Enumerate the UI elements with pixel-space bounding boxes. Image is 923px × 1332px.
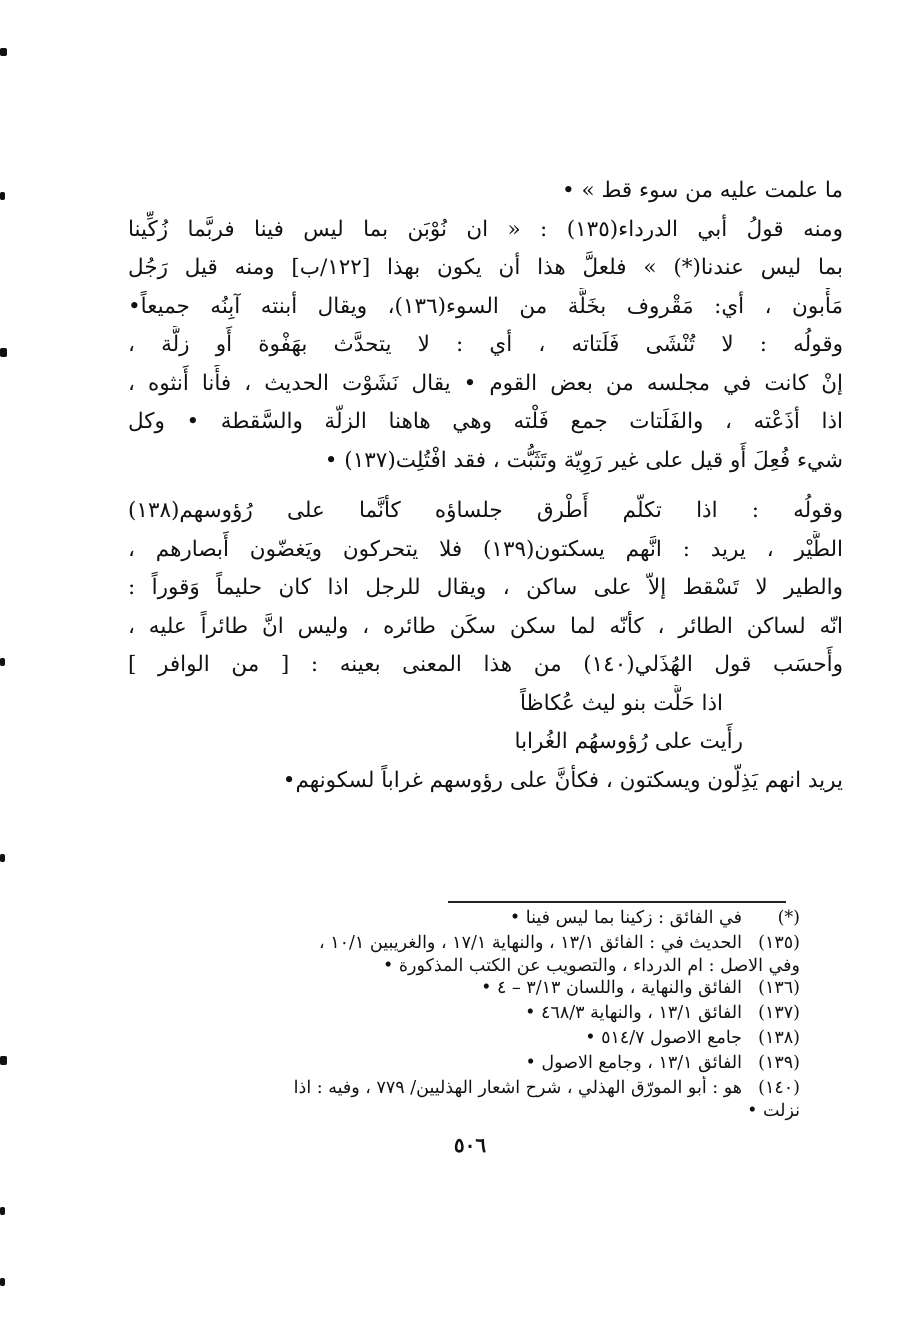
footnote-continuation: وفي الاصل : ام الدرداء ، والتصويب عن الكتب المذكورة • bbox=[382, 956, 800, 976]
footnote bbox=[130, 1076, 800, 1101]
text-line: ومنه قولُ أبي الدرداء(١٣٥) : « ان نُوْبَن بما ليس فينا فربَّما زُكِّينا bbox=[128, 216, 843, 242]
footnote-number: (١٣٥) bbox=[758, 933, 800, 953]
text-line: اذا أذَعْته ، والفَلَتات جمع فَلْته وهي هاهنا الزلّة والسَّقطة • وكل bbox=[128, 409, 843, 434]
margin-mark bbox=[0, 1207, 5, 1215]
footnote-text: الفائق ١٣/١ ، وجامع الاصول • bbox=[525, 1053, 742, 1073]
footnote bbox=[130, 906, 800, 931]
footnote-continuation: نزلت • bbox=[747, 1101, 800, 1121]
text-line: مَأْبون ، أي: مَقْروف بخَلَّة من السوء(١٣٦)، ويقال أبنته آبِنُه جميعاً• bbox=[128, 293, 843, 319]
main-text bbox=[128, 172, 843, 800]
footnote bbox=[130, 1051, 800, 1076]
text-line: ما علمت عليه من سوء قط » • bbox=[562, 178, 843, 203]
footnote-divider bbox=[448, 901, 786, 903]
footnote-number: (١٣٧) bbox=[758, 1003, 800, 1023]
text-line: شيء فُعِلَ أَو قيل على غير رَوِيّة وتَثَبُّت ، فقد افْتُلِت(١٣٧) • bbox=[324, 447, 843, 473]
footnote-text: الفائق ١٣/١ ، والنهاية ٤٦٨/٣ • bbox=[525, 1003, 742, 1023]
footnote bbox=[130, 931, 800, 956]
footnote-number: (١٣٩) bbox=[758, 1053, 800, 1073]
footnote-text: جامع الاصول ٥١٤/٧ • bbox=[585, 1028, 742, 1048]
verse-line: رأَيت على رُؤوسهُم الغُرابا bbox=[514, 729, 743, 754]
margin-mark bbox=[0, 854, 5, 862]
verse-line: اذا حَلَّت بنو ليث عُكاظاً bbox=[519, 690, 723, 716]
footnote-number: (١٣٦) bbox=[758, 978, 800, 998]
text-line: بما ليس عندنا(*) » فلعلَّ هذا أن يكون بهذا [١٢٢/ب] ومنه قيل رَجُل bbox=[128, 255, 843, 280]
footnote bbox=[130, 1001, 800, 1026]
footnotes bbox=[130, 906, 800, 1121]
footnote-text: في الفائق : زكينا بما ليس فينا • bbox=[509, 908, 742, 928]
text-line: الطَّيْر ، يريد : انَّهم يسكتون(١٣٩) فلا يتحركون ويَغضّون أَبصارهم ، bbox=[128, 536, 843, 562]
footnote-text: الفائق والنهاية ، واللسان ٣/١٣ – ٤ • bbox=[481, 978, 742, 998]
margin-mark bbox=[0, 192, 5, 200]
text-line: انّه لساكن الطائر ، كأنّه لما سكن سكَن طائره ، وليس انَّ طائراً عليه ، bbox=[128, 613, 843, 639]
footnote-number: (*) bbox=[777, 908, 800, 928]
page-number: ٥٠٦ bbox=[453, 1133, 487, 1157]
margin-mark bbox=[0, 48, 7, 56]
text-line: وأَحسَب قول الهُذَلي(١٤٠) من هذا المعنى بعينه : [ من الوافر ] bbox=[128, 652, 843, 677]
text-line: يريد انهم يَذِلّون ويسكتون ، فكأنَّ على رؤوسهم غراباً لسكونهم• bbox=[282, 767, 843, 793]
footnote-text: الحديث في : الفائق ١٣/١ ، والنهاية ١٧/١ ، والغريبين ١٠/١ ، bbox=[319, 933, 742, 953]
text-line: إنْ كانت في مجلسه من بعض القوم • يقال نَشَوْت الحديث ، فأَنا أَنثوه ، bbox=[128, 370, 843, 396]
margin-mark bbox=[0, 658, 5, 666]
footnote-text: هو : أبو المورّق الهذلي ، شرح اشعار الهذليين/ ٧٧٩ ، وفيه : اذا bbox=[293, 1078, 742, 1098]
margin-mark bbox=[0, 1278, 5, 1286]
footnote bbox=[130, 1026, 800, 1051]
footnote bbox=[130, 976, 800, 1001]
margin-mark bbox=[0, 1056, 7, 1065]
footnote-number: (١٤٠) bbox=[758, 1078, 800, 1098]
margin-mark bbox=[0, 348, 7, 357]
text-line: وقولُه : اذا تكلّم أَطْرق جلساؤه كأنَّما على رُؤوسهم(١٣٨) bbox=[128, 498, 843, 523]
text-line: وقولُه : لا تُنْشَى فَلَتاته ، أي : لا يتحدَّث بهَفْوة أَو زلَّة ، bbox=[128, 332, 843, 357]
text-line: والطير لا تَسْقط إلاّ على ساكن ، ويقال للرجل اذا كان حليماً وَقوراً : bbox=[128, 575, 843, 600]
footnote-number: (١٣٨) bbox=[758, 1028, 800, 1048]
